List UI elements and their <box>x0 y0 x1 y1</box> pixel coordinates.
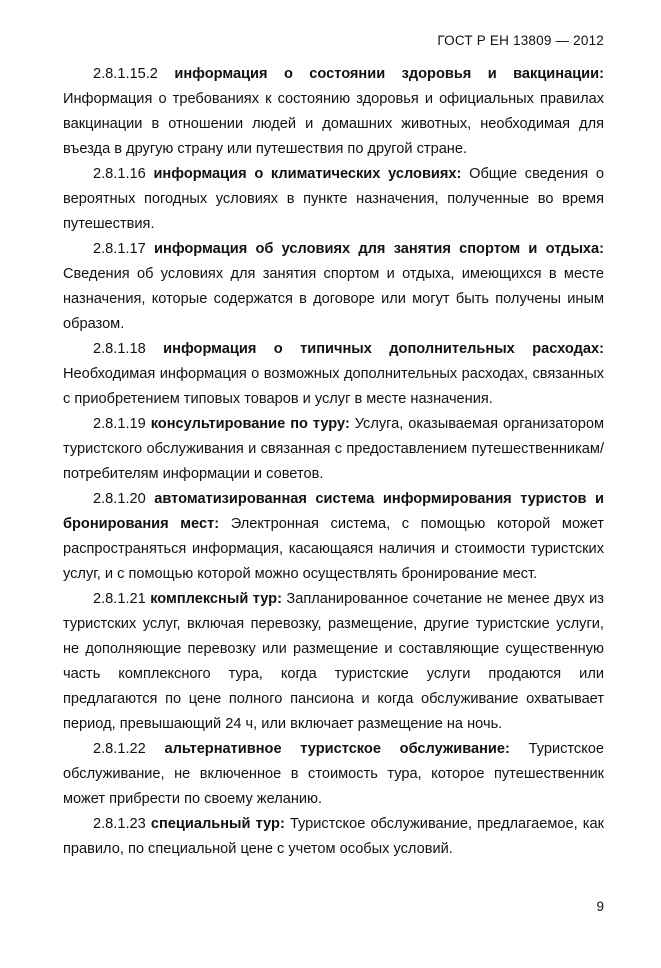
definition-paragraph <box>63 487 604 587</box>
definition-paragraph <box>63 737 604 812</box>
term-definition: Туристское обслуживание, предлагаемое, как правило, по специальной цене с учетом особых условий. <box>63 816 604 857</box>
term-label: комплексный тур: <box>150 591 282 607</box>
term-definition: Необходимая информация о возможных дополнительных расходах, связанных с приобретением типовых товаров и услуг в месте назначения. <box>63 366 604 407</box>
term-definition: Электронная система, с помощью которой может распространяться информация, касающаяся наличия и стоимости туристских услуг, и с помощью которой можно осуществлять бронирование мест. <box>63 516 604 582</box>
term-definition: Общие сведения о вероятных погодных условиях в пункте назначения, полученные во время путешествия. <box>63 166 605 232</box>
definition-paragraph <box>63 337 604 412</box>
term-label: специальный тур: <box>150 816 285 832</box>
term-definition: Запланированное сочетание не менее двух из туристских услуг, включая перевозку, размещение, другие туристские услуги, не дополняющие перевозку или размещение и составляющие существенную часть комплексного тура, когда туристские услуги продаются или предлагаются по цене полного пансиона и когда обслуживание охватывает период, превышающий 24 ч, или включает размещение на ночь. <box>63 591 604 732</box>
definition-paragraph <box>63 587 604 737</box>
definition-paragraph <box>63 62 604 162</box>
definition-paragraph <box>63 812 604 862</box>
document-body <box>63 62 604 862</box>
clause-number: 2.8.1.20 <box>93 491 146 507</box>
term-label: информация об условиях для занятия спортом и отдыха: <box>154 241 605 257</box>
document-header-reference: ГОСТ Р ЕН 13809 — 2012 <box>437 33 604 48</box>
definition-paragraph <box>63 162 604 237</box>
definition-paragraph <box>63 412 604 487</box>
clause-number: 2.8.1.16 <box>93 166 146 182</box>
page-number: 9 <box>596 899 604 914</box>
term-definition: Туристское обслуживание, не включенное в стоимость тура, которое путешественник может прибрести по своему желанию. <box>63 741 604 807</box>
term-definition: Информация о требованиях к состоянию здоровья и официальных правилах вакцинации в отношении людей и домашних животных, необходимая для въезда в другую страну или путешествия по другой стране. <box>63 91 604 157</box>
clause-number: 2.8.1.22 <box>93 741 146 757</box>
term-label: информация о состоянии здоровья и вакцинации: <box>174 66 604 82</box>
clause-number: 2.8.1.15.2 <box>93 66 158 82</box>
clause-number: 2.8.1.19 <box>93 416 146 432</box>
clause-number: 2.8.1.17 <box>93 241 146 257</box>
term-definition: Услуга, оказываемая организатором туристского обслуживания и связанная с предоставлением путешественникам/потребителям информации и советов. <box>63 416 604 482</box>
term-label: информация о климатических условиях: <box>153 166 462 182</box>
term-label: информация о типичных дополнительных расходах: <box>163 341 604 357</box>
definition-paragraph <box>63 237 604 337</box>
clause-number: 2.8.1.21 <box>93 591 146 607</box>
clause-number: 2.8.1.18 <box>93 341 146 357</box>
term-definition: Сведения об условиях для занятия спортом и отдыха, имеющихся в месте назначения, которые содержатся в договоре или могут быть получены иным образом. <box>63 266 604 332</box>
term-label: консультирование по туру: <box>150 416 350 432</box>
term-label: альтернативное туристское обслуживание: <box>164 741 510 757</box>
term-label: автоматизированная система информирования туристов и бронирования мест: <box>63 491 604 532</box>
clause-number: 2.8.1.23 <box>93 816 146 832</box>
